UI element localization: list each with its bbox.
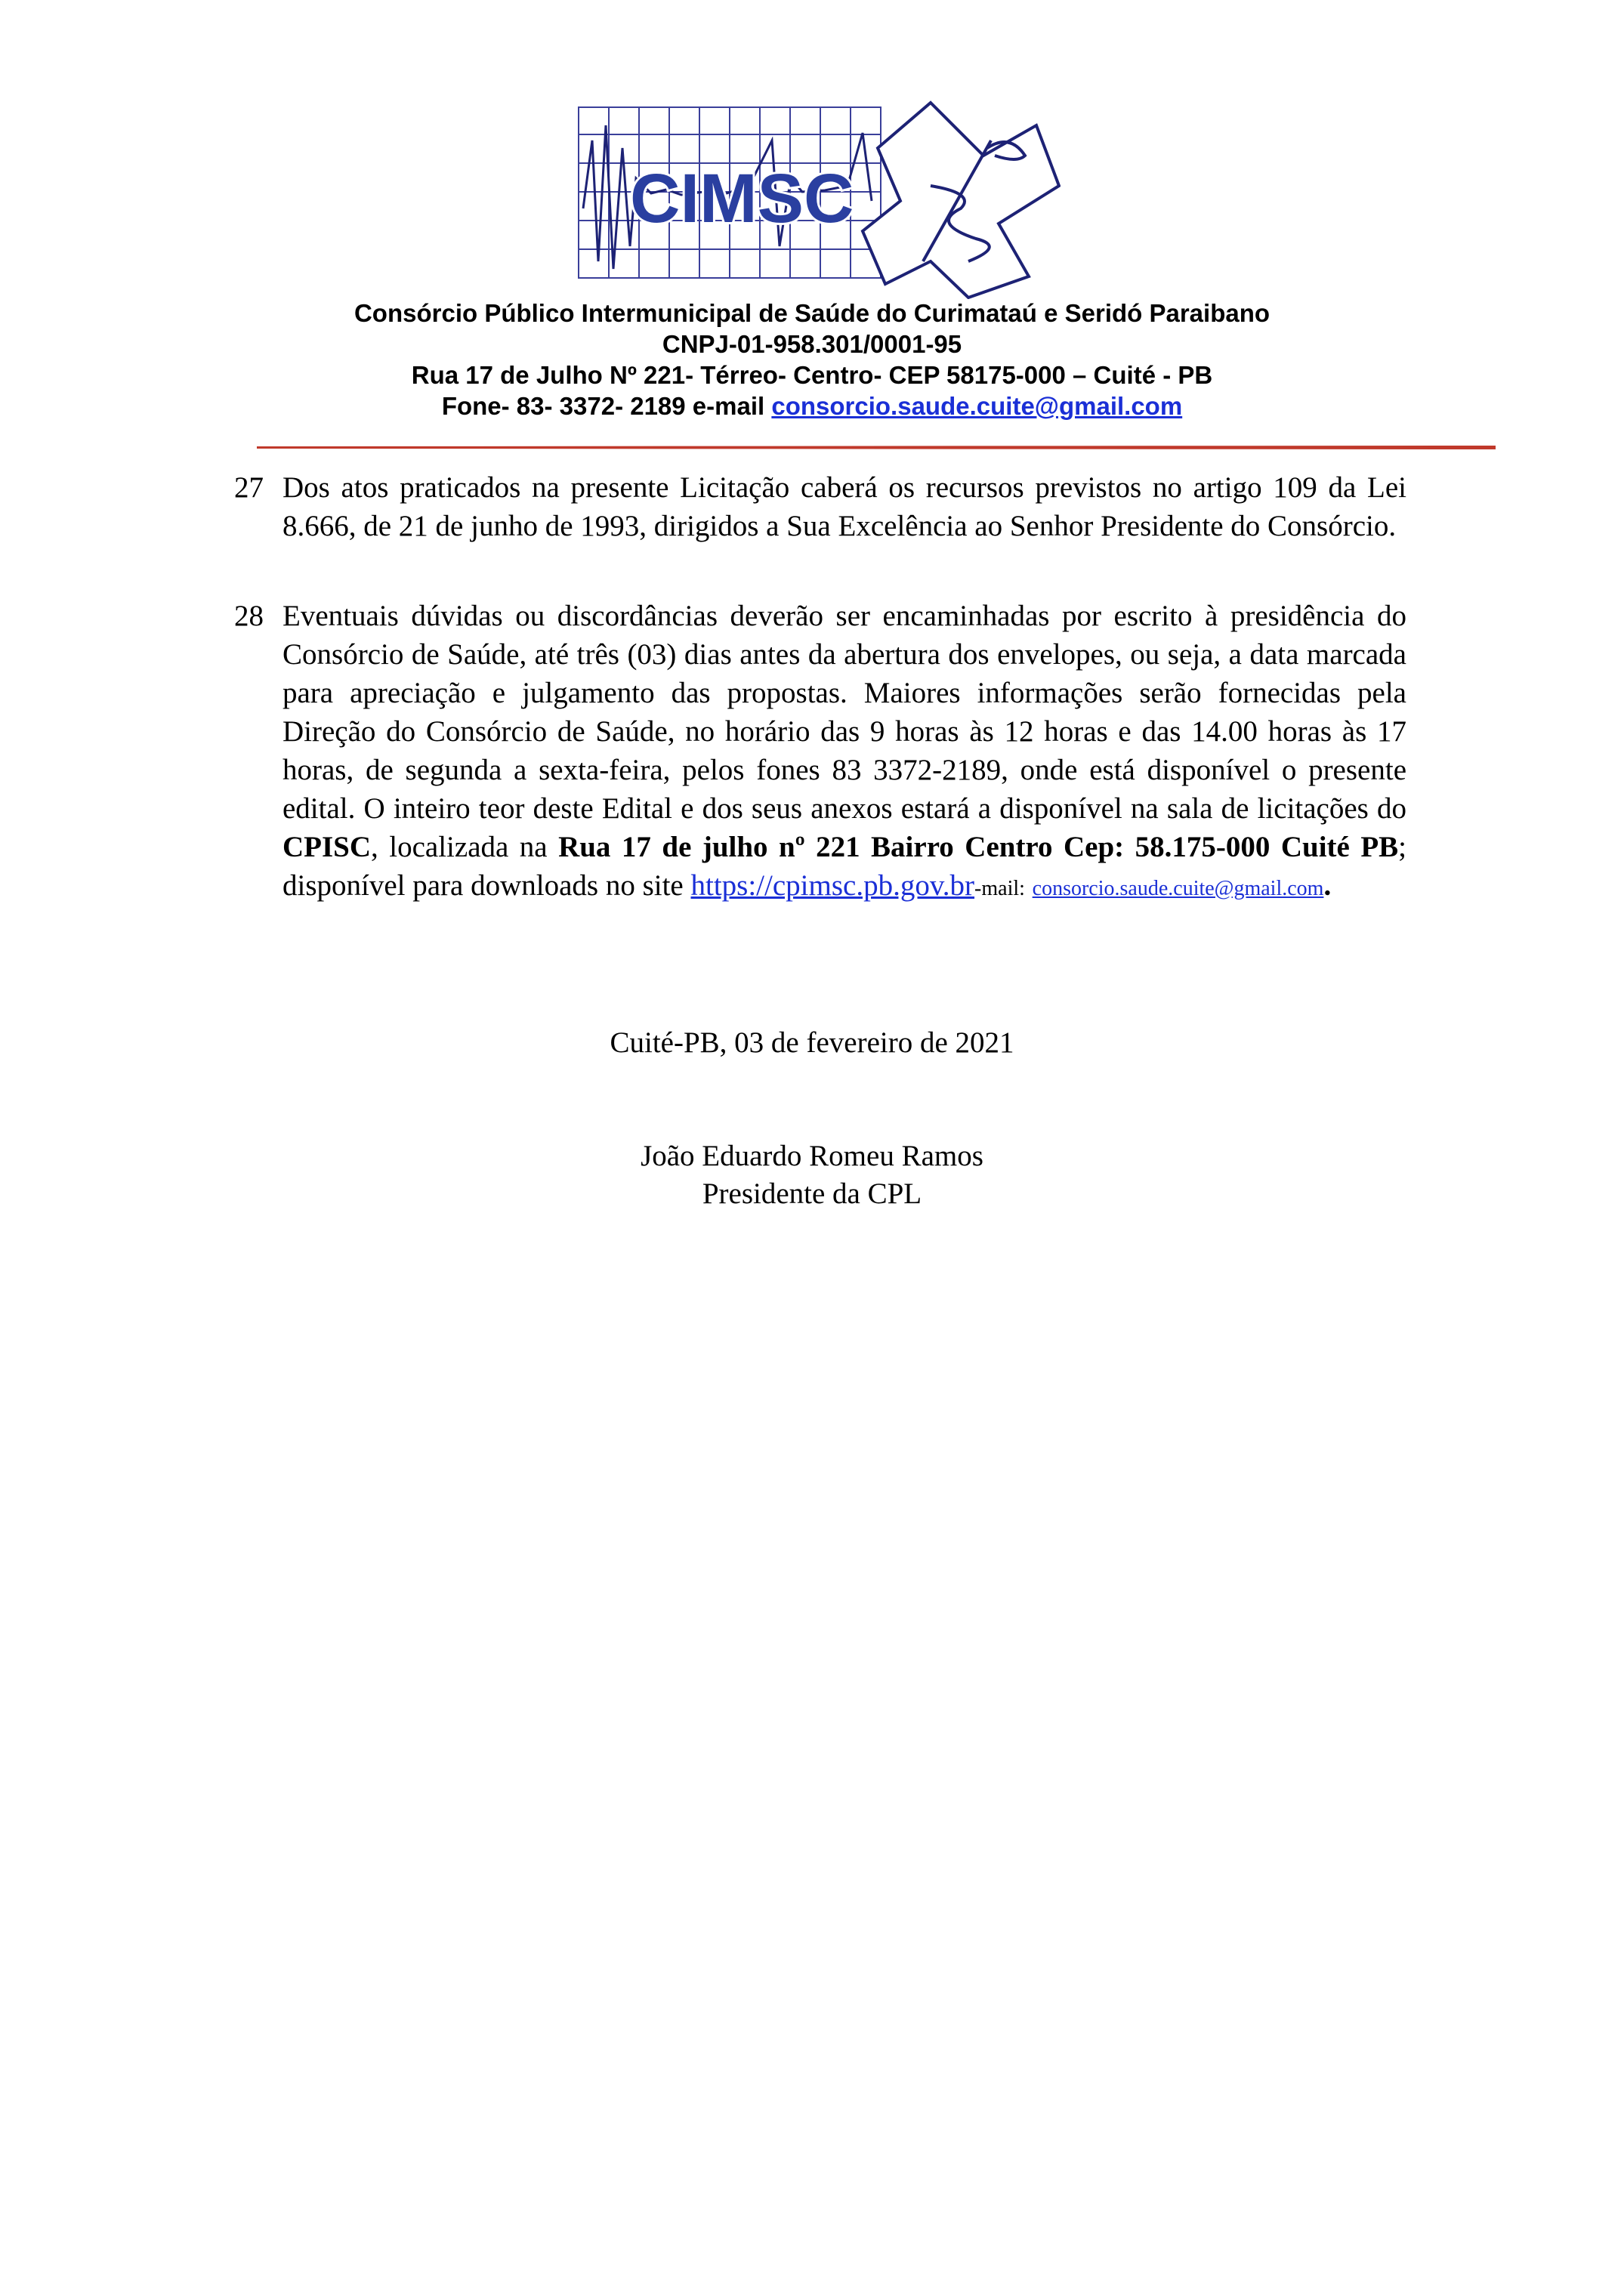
clause-number: 27 [234,471,264,504]
end-punctuation: . [1323,869,1332,902]
clause-text-part: , localizada na [371,831,559,863]
clause-text-part: ; disponível para downloads no site [283,831,1406,902]
date-line: Cuité-PB, 03 de fevereiro de 2021 [610,1026,1014,1059]
clause-28 [234,597,1406,908]
address-bold: Rua 17 de julho nº 221 Bairro Centro Cep: 58.175-000 Cuité PB [558,831,1399,863]
cimsc-logo [576,95,1061,299]
clause-27 [234,468,1406,545]
clause-text [283,597,1406,908]
site-link[interactable]: https://cpimsc.pb.gov.br [690,869,975,902]
clause-text: Dos atos praticados na presente Licitação caberá os recursos previstos no artigo 109 da Lei 8.666, de 21 de junho de 1993, dirigidos a Sua Excelência ao Senhor Presidente do Consórcio. [283,471,1406,542]
clause-text-part: Eventuais dúvidas ou discordâncias deverão ser encaminhadas por escrito à presidência do Consórcio de Saúde, até três (03) dias antes da abertura dos envelopes, ou seja, a data marcada para apreciação e julgamento das propostas. Maiores informações serão fornecidas pela Direção do Consórcio de Saúde, no horário das 9 horas às 12 horas e das 14.00 horas às 17 horas, de segunda a sexta-feira, pelos fones 83 3372-2189, onde está disponível o presente edital. O inteiro teor deste Edital e dos seus anexos estará a disponível na sala de licitações do [283,600,1406,825]
clause-number: 28 [234,600,264,632]
address: Rua 17 de Julho Nº 221- Térreo- Centro- CEP 58175-000 – Cuité - PB [411,361,1213,389]
header-email-link[interactable]: consorcio.saude.cuite@gmail.com [771,392,1183,420]
contact-line [0,391,1624,421]
cnpj: CNPJ-01-958.301/0001-95 [662,330,962,358]
mail-label: -mail: [974,877,1025,900]
header-divider [257,446,1496,450]
signer-name: João Eduardo Romeu Ramos [641,1140,983,1172]
org-name: Consórcio Público Intermunicipal de Saúde do Curimataú e Seridó Paraibano [354,299,1270,327]
logo-text: CIMSC [630,160,854,237]
phone-text: Fone- 83- 3372- 2189 e-mail [441,392,772,420]
cpisc-label: CPISC [283,831,372,863]
signer-title: Presidente da CPL [702,1177,922,1210]
email-link[interactable]: consorcio.saude.cuite@gmail.com [1032,877,1324,900]
